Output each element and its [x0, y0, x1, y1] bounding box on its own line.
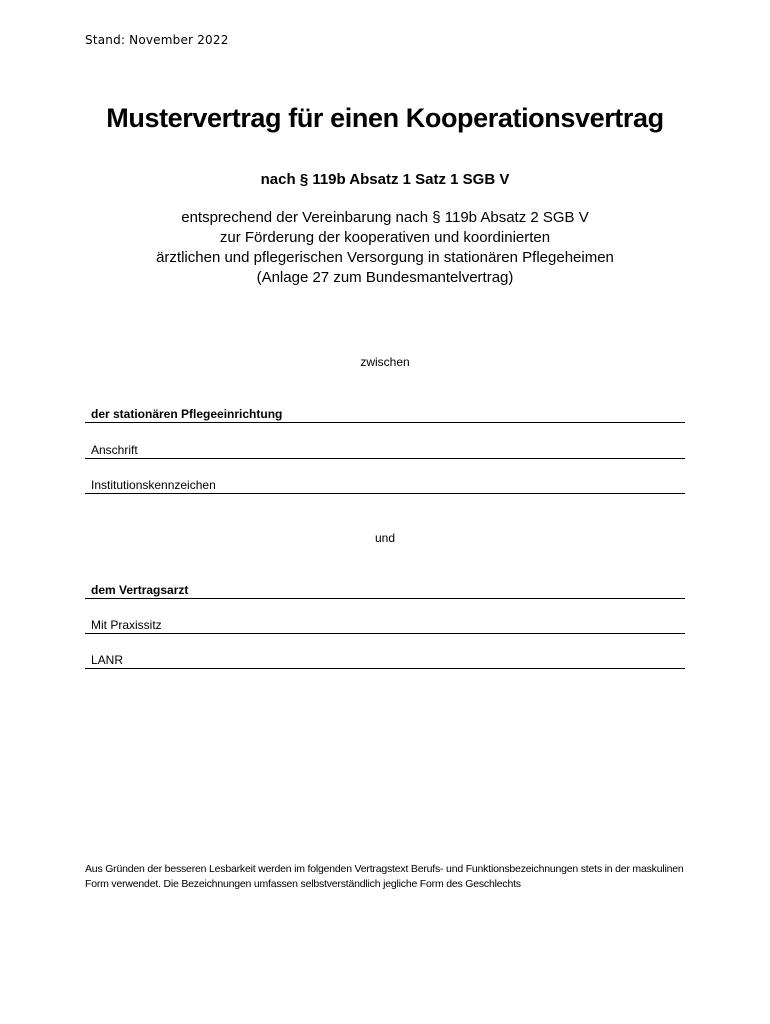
description-line: ärztlichen und pflegerischen Versorgung in stationären Pflegeheimen — [156, 249, 614, 266]
description-line: entsprechend der Vereinbarung nach § 119b Absatz 2 SGB V — [181, 209, 589, 226]
care-facility-field[interactable]: der stationären Pflegeeinrichtung — [85, 407, 685, 423]
document-subtitle: nach § 119b Absatz 1 Satz 1 SGB V — [260, 171, 510, 188]
description-line: (Anlage 27 zum Bundesmantelvertrag) — [256, 269, 514, 286]
address-field[interactable]: Anschrift — [85, 443, 685, 459]
document-title: Mustervertrag für einen Kooperationsvertrag — [106, 103, 664, 133]
document-description — [0, 208, 770, 288]
physician-field[interactable]: dem Vertragsarzt — [85, 583, 685, 599]
footnote: Aus Gründen der besseren Lesbarkeit werden im folgenden Vertragstext Berufs- und Funktionsbezeichnungen stets in der maskulinen Form verwendet. Die Bezeichnungen umfassen selbstverständlich jegliche Form des Geschlechts — [85, 863, 684, 890]
lanr-field[interactable]: LANR — [85, 653, 685, 669]
and-label: und — [374, 531, 396, 545]
between-label: zwischen — [360, 355, 410, 369]
description-line: zur Förderung der kooperativen und koordinierten — [219, 229, 551, 246]
practice-location-field[interactable]: Mit Praxissitz — [85, 618, 685, 634]
stand-date: Stand: November 2022 — [85, 33, 229, 47]
institution-id-field[interactable]: Institutionskennzeichen — [85, 478, 685, 494]
